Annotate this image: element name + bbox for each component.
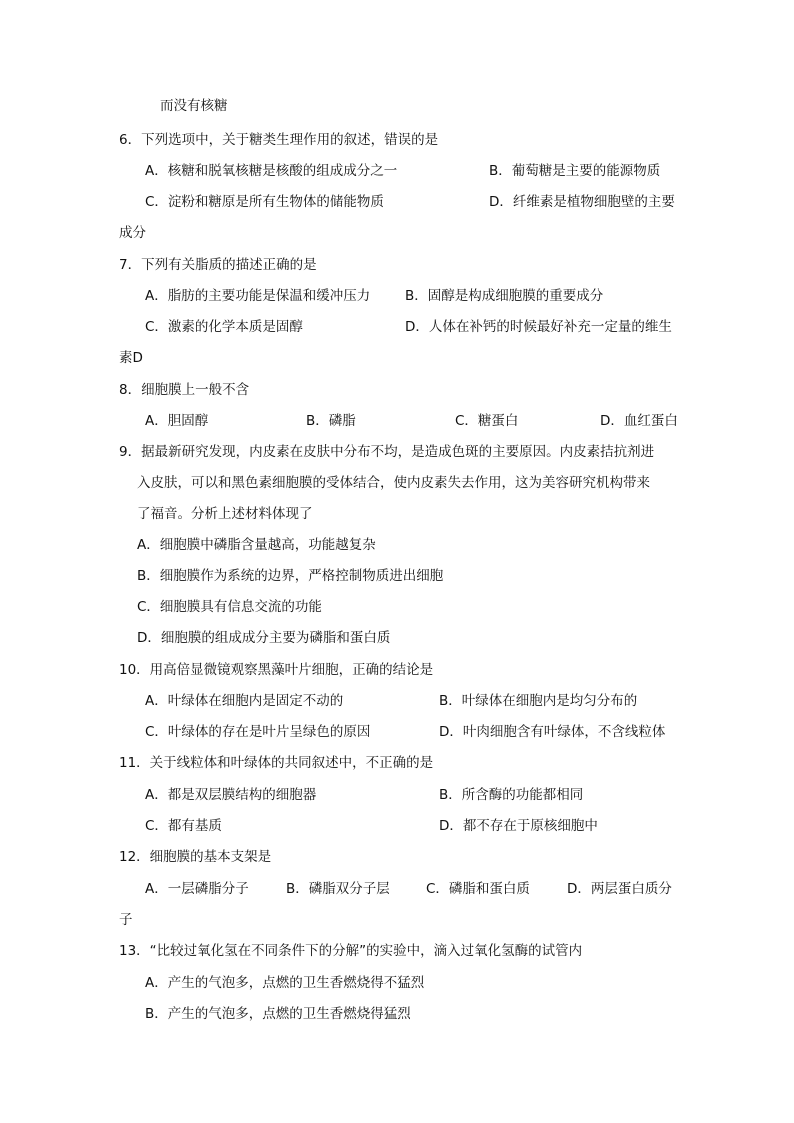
text-line: 而没有核糖 — [160, 98, 228, 114]
option-9d: D．细胞膜的组成成分主要为磷脂和蛋白质 — [137, 630, 391, 646]
option-8c: C．糖蛋白 — [455, 413, 519, 429]
question-9-cont: 了福音。分析上述材料体现了 — [137, 506, 313, 522]
option-6b: B．葡萄糖是主要的能源物质 — [489, 163, 661, 179]
question-11: 11．关于线粒体和叶绿体的共同叙述中，不正确的是 — [119, 755, 434, 771]
question-10: 10．用高倍显微镜观察黑藻叶片细胞，正确的结论是 — [119, 662, 434, 678]
option-7b: B．固醇是构成细胞膜的重要成分 — [405, 288, 604, 304]
option-10a: A．叶绿体在细胞内是固定不动的 — [145, 693, 344, 709]
option-7d-cont: 素D — [119, 350, 143, 366]
option-12d: D．两层蛋白质分 — [567, 881, 672, 897]
option-11c: C．都有基质 — [145, 818, 222, 834]
option-7c: C．激素的化学本质是固醇 — [145, 319, 303, 335]
question-12: 12．细胞膜的基本支架是 — [119, 849, 272, 865]
option-12a: A．一层磷脂分子 — [145, 881, 249, 897]
option-10b: B．叶绿体在细胞内是均匀分布的 — [439, 693, 638, 709]
option-11b: B．所含酶的功能都相同 — [439, 787, 584, 803]
question-9-cont: 入皮肤，可以和黑色素细胞膜的受体结合，使内皮素失去作用，这为美容研究机构带来 — [137, 475, 650, 491]
option-7d: D．人体在补钙的时候最好补充一定量的维生 — [405, 319, 672, 335]
option-9c: C．细胞膜具有信息交流的功能 — [137, 599, 322, 615]
option-9b: B．细胞膜作为系统的边界，严格控制物质进出细胞 — [137, 568, 444, 584]
option-13a: A．产生的气泡多，点燃的卫生香燃烧得不猛烈 — [145, 975, 425, 991]
option-11d: D．都不存在于原核细胞中 — [439, 818, 598, 834]
option-13b: B．产生的气泡多，点燃的卫生香燃烧得猛烈 — [145, 1006, 411, 1022]
option-6c: C．淀粉和糖原是所有生物体的储能物质 — [145, 194, 384, 210]
question-6: 6．下列选项中，关于糖类生理作用的叙述，错误的是 — [119, 132, 439, 148]
option-6d-cont: 成分 — [119, 225, 146, 241]
option-6d: D．纤维素是植物细胞壁的主要 — [489, 194, 675, 210]
option-8d: D．血红蛋白 — [600, 413, 678, 429]
option-7a: A．脂肪的主要功能是保温和缓冲压力 — [145, 288, 371, 304]
option-12b: B．磷脂双分子层 — [286, 881, 390, 897]
option-9a: A．细胞膜中磷脂含量越高，功能越复杂 — [137, 537, 376, 553]
option-12d-cont: 子 — [119, 912, 133, 928]
question-13: 13．“比较过氧化氢在不同条件下的分解”的实验中，滴入过氧化氢酶的试管内 — [119, 943, 583, 959]
question-7: 7．下列有关脂质的描述正确的是 — [119, 257, 317, 273]
option-10d: D．叶肉细胞含有叶绿体，不含线粒体 — [439, 724, 666, 740]
option-12c: C．磷脂和蛋白质 — [426, 881, 530, 897]
option-8b: B．磷脂 — [306, 413, 356, 429]
option-10c: C．叶绿体的存在是叶片呈绿色的原因 — [145, 724, 371, 740]
option-6a: A．核糖和脱氧核糖是核酸的组成成分之一 — [145, 163, 398, 179]
question-9: 9．据最新研究发现，内皮素在皮肤中分布不均，是造成色斑的主要原因。内皮素拮抗剂进 — [119, 444, 655, 460]
option-11a: A．都是双层膜结构的细胞器 — [145, 787, 317, 803]
question-8: 8．细胞膜上一般不含 — [119, 382, 250, 398]
option-8a: A．胆固醇 — [145, 413, 209, 429]
